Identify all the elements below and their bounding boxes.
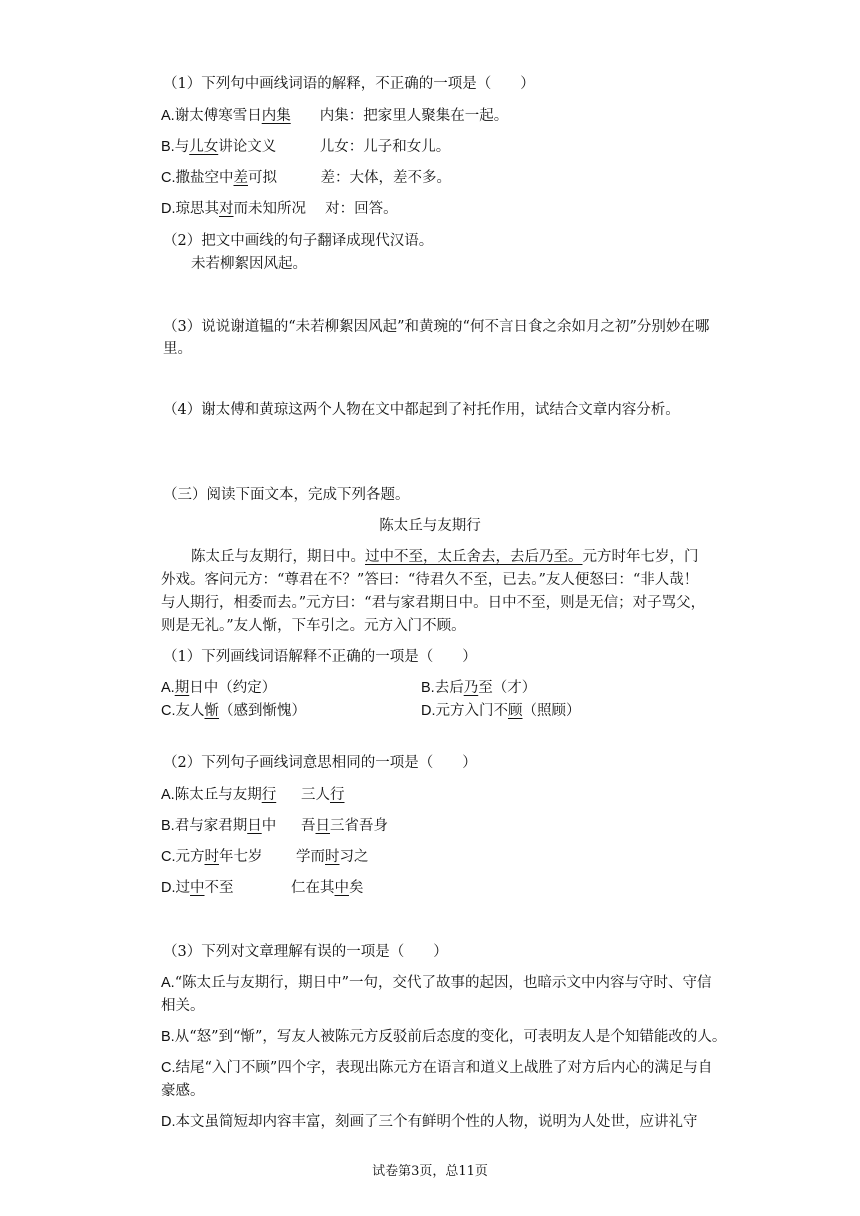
s3-q2-option-d: D.过中不至 [161, 880, 234, 896]
section-heading: （三）阅读下面文本，完成下列各题。 [163, 487, 410, 503]
s3-q1-option-d: D.元方入门不顾（照顾） [421, 703, 581, 719]
s3-q2-option-a-right: 三人行 [301, 787, 345, 803]
s3-q2-option-c-right: 学而时习之 [296, 849, 369, 865]
s3-q2-option-b-right: 吾日三省吾身 [301, 818, 388, 834]
passage-title: 陈太丘与友期行 [379, 518, 481, 534]
q1-option-b: B.与儿女讲论文义 儿女：儿子和女儿。 [161, 139, 451, 155]
s3-q1-stem: （1）下列画线词语解释不正确的一项是（ ） [163, 649, 477, 665]
s3-q2-option-c: C.元方时年七岁 [161, 849, 263, 865]
s3-q3-option-d: D.本文虽简短却内容丰富，刻画了三个有鲜明个性的人物，说明为人处世，应讲礼守 [161, 1114, 698, 1130]
q2-stem: （2）把文中画线的句子翻译成现代汉语。 [163, 233, 434, 249]
s3-q3-option-c-cont: 豪感。 [161, 1083, 205, 1099]
s3-q1-option-c: C.友人惭（感到惭愧） [161, 703, 306, 719]
s3-q3-stem: （3）下列对文章理解有误的一项是（ ） [163, 944, 448, 960]
s3-q3-option-a-cont: 相关。 [161, 998, 205, 1014]
passage-line-3: 与人期行，相委而去。”元方曰：“君与家君期日中。日中不至，则是无信；对子骂父， [161, 595, 706, 611]
s3-q2-stem: （2）下列句子画线词意思相同的一项是（ ） [163, 755, 477, 771]
passage-line-4: 则是无礼。”友人惭，下车引之。元方入门不顾。 [161, 618, 466, 634]
q3-line1: （3）说说谢道韫的“未若柳絮因风起”和黄琬的“何不言日食之余如月之初”分别妙在哪 [163, 319, 710, 335]
q3-line2: 里。 [163, 341, 192, 357]
q1-stem: （1）下列句中画线词语的解释，不正确的一项是（ ） [163, 76, 535, 92]
passage-line-1: 陈太丘与友期行，期日中。过中不至，太丘舍去，去后乃至。元方时年七岁，门 [191, 549, 699, 565]
q4-stem: （4）谢太傅和黄琼这两个人物在文中都起到了衬托作用，试结合文章内容分析。 [163, 402, 680, 418]
s3-q1-option-b: B.去后乃至（才） [421, 680, 537, 696]
s3-q1-option-a: A.期日中（约定） [161, 680, 277, 696]
s3-q3-option-b: B.从“怒”到“惭”，写友人被陈元方反驳前后态度的变化，可表明友人是个知错能改的人。 [161, 1029, 727, 1045]
s3-q2-option-b: B.君与家君期日中 [161, 818, 277, 834]
s3-q3-option-c: C.结尾“入门不顾”四个字，表现出陈元方在语言和道义上战胜了对方后内心的满足与自 [161, 1060, 713, 1076]
s3-q3-option-a: A.“陈太丘与友期行，期日中”一句，交代了故事的起因，也暗示文中内容与守时、守信 [161, 975, 712, 991]
page-footer: 试卷第3页，总11页 [372, 1164, 488, 1179]
q2-sentence: 未若柳絮因风起。 [191, 256, 307, 272]
passage-line-2: 外戏。客问元方：“尊君在不？”答曰：“待君久不至，已去。”友人便怒曰：“非人哉！ [161, 572, 699, 588]
q1-option-c: C.撒盐空中差可拟 差：大体，差不多。 [161, 170, 451, 186]
s3-q2-option-a: A.陈太丘与友期行 [161, 787, 277, 803]
q1-option-d: D.琼思其对而未知所况 对：回答。 [161, 201, 398, 217]
s3-q2-option-d-right: 仁在其中矣 [291, 880, 364, 896]
q1-option-a: A.谢太傅寒雪日内集 内集：把家里人聚集在一起。 [161, 108, 509, 124]
